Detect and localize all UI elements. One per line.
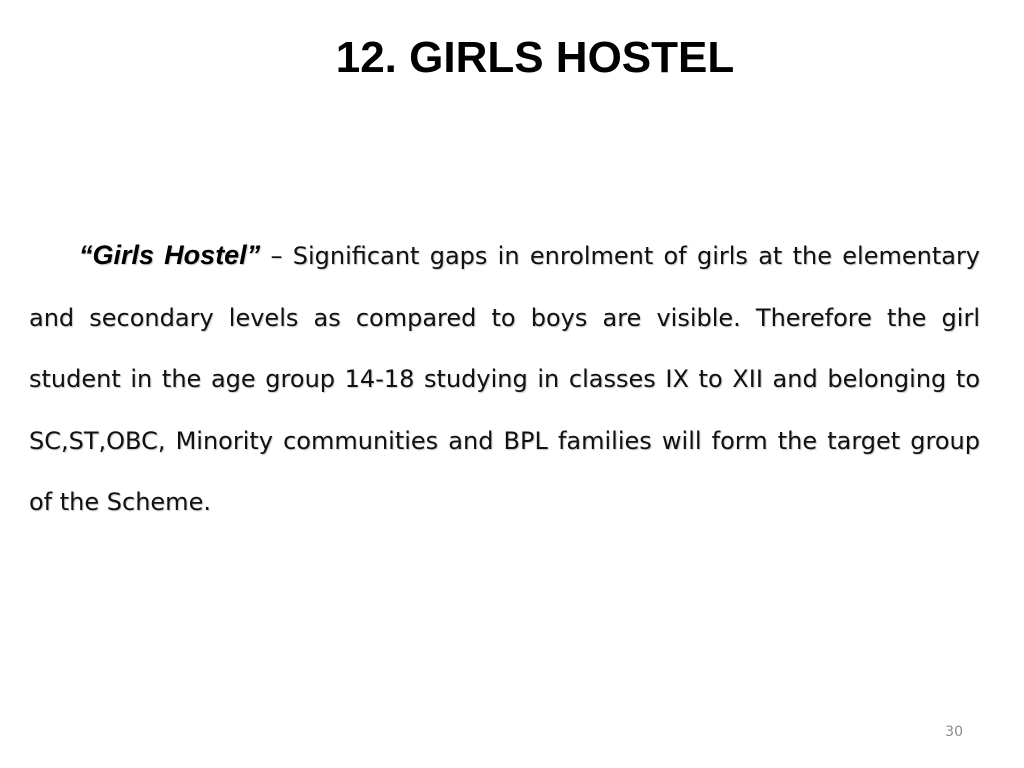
page-number: 30 <box>945 724 963 740</box>
description-text: Significant gaps in enrolment of girls at the elementary and secondary levels as compared to boys are visible. Therefore the girl student in the age group 14-18 studying in classes IX to XII and belonging to SC,ST,OBC, Minority communities and BPL families will form the target group of the Scheme. <box>29 242 981 516</box>
slide-title: 12. GIRLS HOSTEL <box>335 33 735 82</box>
body-paragraph <box>29 225 980 534</box>
term-girls-hostel: “Girls Hostel” <box>79 240 261 270</box>
term-dash: – <box>260 242 293 270</box>
